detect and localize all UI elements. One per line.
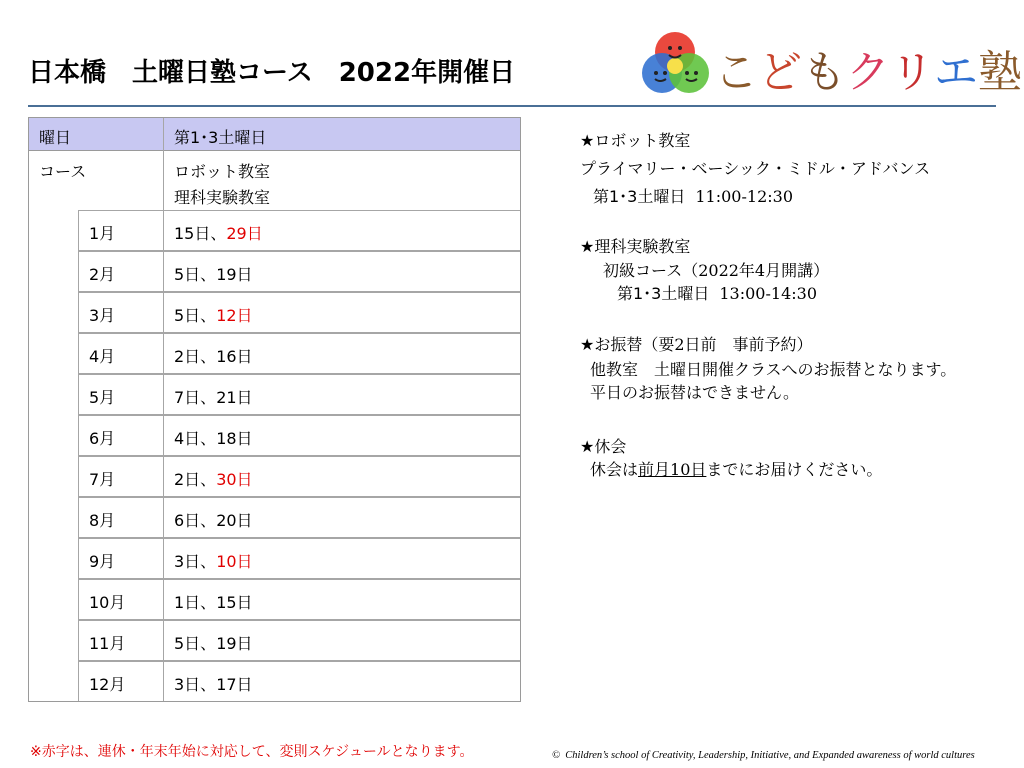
header-rule [28, 105, 996, 107]
logo-text [714, 36, 1022, 100]
science-schedule-day: 第1･3土曜日 [617, 284, 710, 303]
logo [640, 28, 1022, 100]
science-course-name: 初級コース [603, 261, 683, 280]
course-robot: ロボット教室 [174, 162, 271, 181]
table-header-row [29, 118, 520, 151]
makeup-line2: 平日のお振替はできません。 [590, 383, 799, 402]
table-row [79, 661, 520, 702]
month-label: 1月 [89, 224, 116, 243]
first-date: 1日、 [174, 593, 217, 612]
second-date: 20日 [216, 511, 253, 530]
date-cell [174, 549, 253, 572]
second-date: 10日 [216, 552, 253, 571]
first-date: 4日、 [174, 429, 217, 448]
table-row [79, 538, 520, 579]
month-label: 4月 [89, 347, 116, 366]
second-date: 15日 [216, 593, 253, 612]
science-course [603, 258, 829, 281]
red-text-footnote: ※赤字は、連休・年末年始に対応して、変則スケジュールとなります。 [30, 744, 474, 760]
copyright: © Children’s school of Creativity, Leadership, Initiative, and Expanded awareness of world cultures [552, 750, 975, 761]
weekday-header-value: 第1･3土曜日 [174, 128, 267, 147]
date-cell [174, 221, 263, 244]
month-label: 3月 [89, 306, 116, 325]
logo-char: ど [758, 47, 802, 98]
robot-heading: ★ロボット教室 [580, 131, 691, 150]
second-date: 12日 [216, 306, 253, 325]
table-row [79, 579, 520, 620]
month-label: 7月 [89, 470, 116, 489]
absence-heading: ★休会 [580, 437, 627, 456]
date-cell [174, 467, 253, 490]
date-cell [174, 262, 253, 285]
second-date: 16日 [216, 347, 253, 366]
second-date: 17日 [216, 675, 253, 694]
month-label: 2月 [89, 265, 116, 284]
absence-text-pre: 休会は [590, 460, 639, 479]
date-cell [174, 590, 253, 613]
second-date: 30日 [216, 470, 253, 489]
date-cell [174, 672, 253, 695]
first-date: 2日、 [174, 347, 217, 366]
second-date: 29日 [226, 224, 263, 243]
robot-schedule-day: 第1･3土曜日 [593, 187, 686, 206]
schedule-table [28, 117, 521, 702]
absence-text [590, 457, 882, 480]
first-date: 2日、 [174, 470, 217, 489]
first-date: 15日、 [174, 224, 227, 243]
absence-text-post: までにお届けください。 [706, 460, 883, 479]
makeup-heading-note: （要2日前 事前予約） [642, 335, 813, 354]
makeup-heading [580, 332, 813, 355]
science-schedule [617, 281, 817, 304]
table-row [79, 333, 520, 374]
first-date: 5日、 [174, 306, 217, 325]
logo-text-chars [714, 36, 1022, 100]
date-cell [174, 508, 253, 531]
logo-char: リ [890, 47, 934, 98]
weekday-header-label: 曜日 [39, 128, 72, 147]
month-label: 12月 [89, 675, 126, 694]
science-course-note: （2022年4月開講） [682, 261, 830, 280]
table-row [79, 497, 520, 538]
course-science: 理科実験教室 [174, 188, 271, 207]
makeup-heading-label: ★お振替 [580, 335, 643, 354]
page-title: 日本橋 土曜日塾コース 2022年開催日 [28, 58, 516, 88]
logo-char: エ [934, 47, 978, 98]
date-cell [174, 344, 253, 367]
month-label: 6月 [89, 429, 116, 448]
date-cell [174, 385, 253, 408]
month-label: 5月 [89, 388, 116, 407]
logo-char: 塾 [978, 47, 1022, 98]
makeup-line1: 他教室 土曜日開催クラスへのお振替となります。 [590, 360, 957, 379]
second-date: 18日 [216, 429, 253, 448]
first-date: 3日、 [174, 552, 217, 571]
table-row [79, 251, 520, 292]
robot-schedule-time: 11:00-12:30 [695, 187, 793, 206]
logo-char: も [802, 47, 846, 98]
logo-char: こ [714, 47, 758, 98]
second-date: 21日 [216, 388, 253, 407]
month-label: 11月 [89, 634, 126, 653]
table-row [79, 292, 520, 333]
table-row [79, 374, 520, 415]
logo-circles-icon [640, 28, 714, 100]
table-row [79, 620, 520, 661]
month-label: 8月 [89, 511, 116, 530]
robot-schedule [593, 184, 793, 207]
first-date: 7日、 [174, 388, 217, 407]
date-cell [174, 303, 253, 326]
second-date: 19日 [216, 265, 253, 284]
table-row [79, 415, 520, 456]
month-label: 10月 [89, 593, 126, 612]
first-date: 6日、 [174, 511, 217, 530]
date-cell [174, 631, 253, 654]
absence-deadline: 前月10日 [638, 460, 707, 479]
first-date: 3日、 [174, 675, 217, 694]
science-schedule-time: 13:00-14:30 [719, 284, 817, 303]
first-date: 5日、 [174, 265, 217, 284]
science-heading: ★理科実験教室 [580, 237, 691, 256]
date-cell [174, 426, 253, 449]
logo-char: ク [846, 47, 890, 98]
course-row [29, 151, 520, 210]
course-label: コース [39, 162, 87, 181]
table-row [79, 456, 520, 497]
month-label: 9月 [89, 552, 116, 571]
first-date: 5日、 [174, 634, 217, 653]
table-row [79, 210, 520, 251]
second-date: 19日 [216, 634, 253, 653]
robot-levels: プライマリー・ベーシック・ミドル・アドバンス [580, 159, 931, 178]
